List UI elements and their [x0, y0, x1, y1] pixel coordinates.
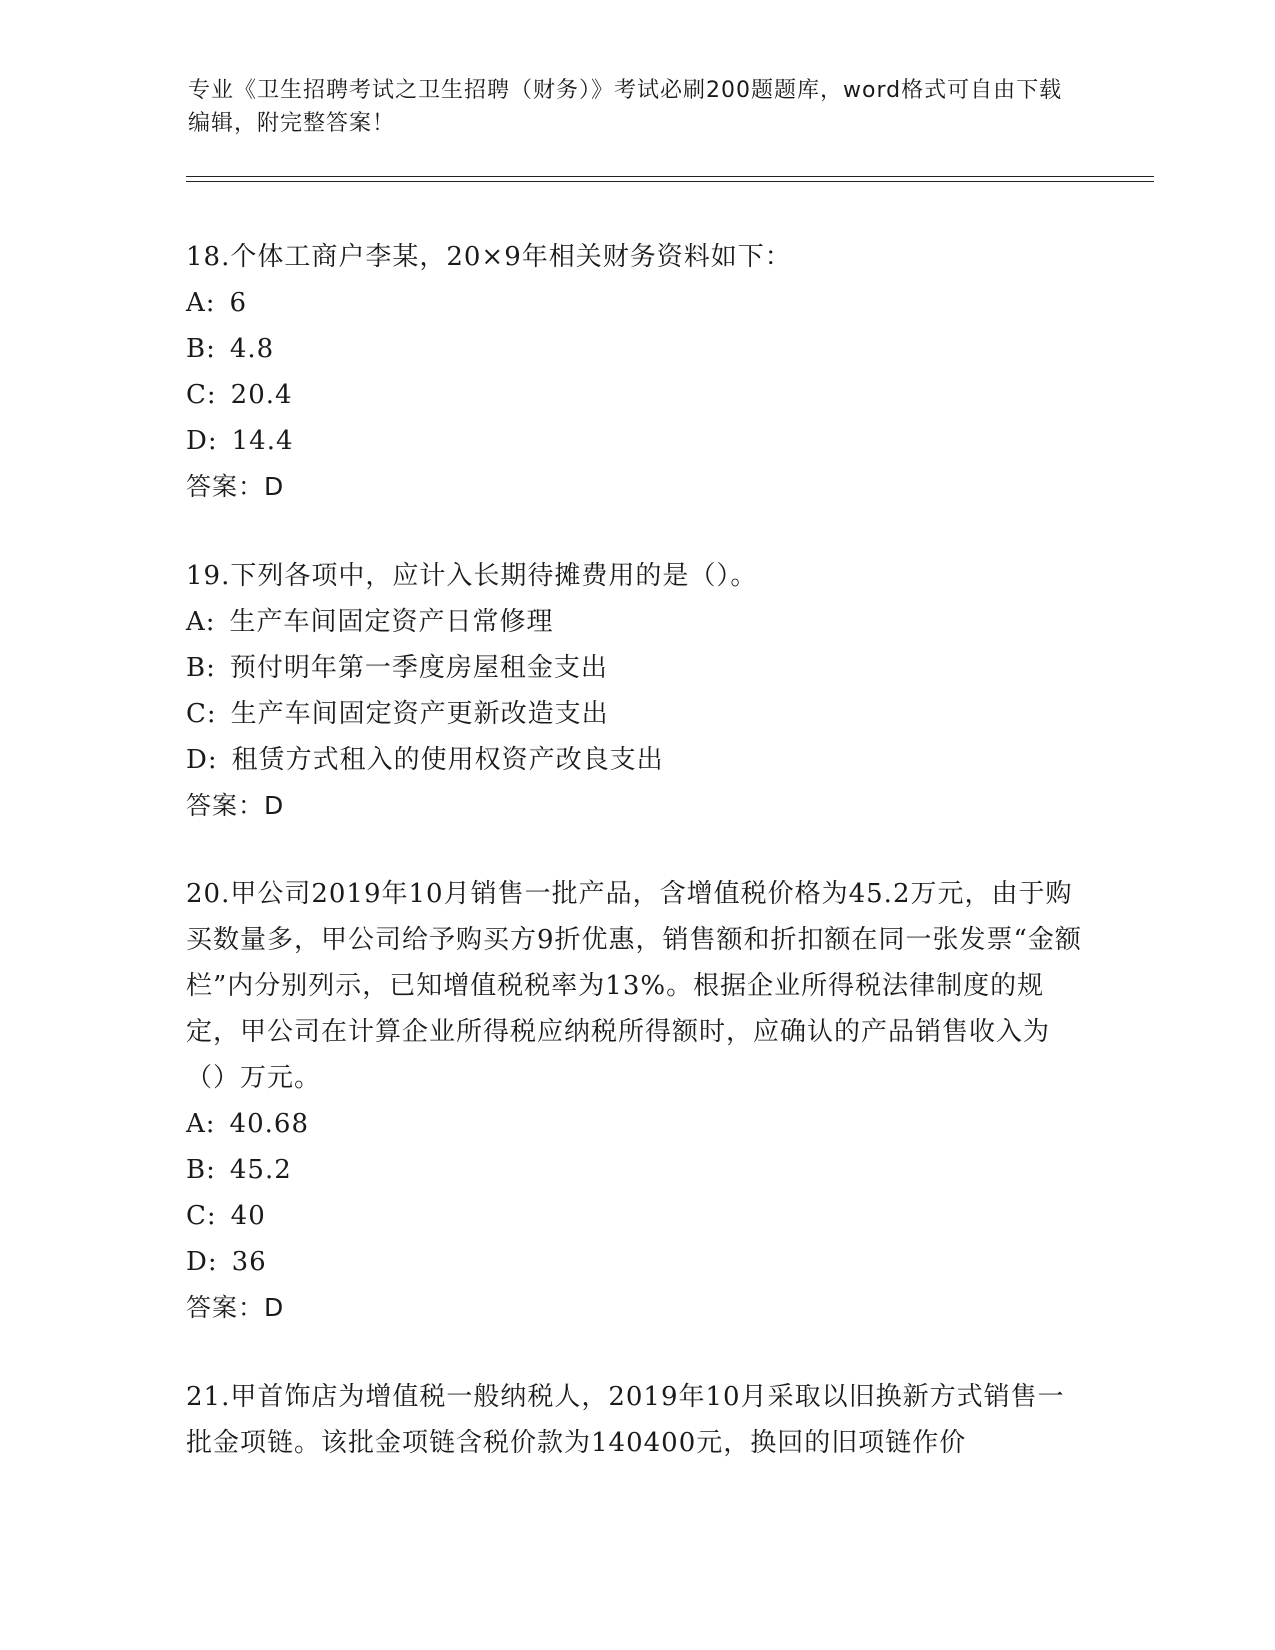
- option-label: A:: [186, 288, 216, 318]
- option-b: [186, 1147, 1086, 1193]
- option-a: [186, 280, 1086, 326]
- question-19: [186, 553, 1086, 829]
- header-divider-second: [186, 181, 1154, 182]
- option-text: 4.8: [229, 334, 275, 364]
- question-stem: 19.下列各项中，应计入长期待摊费用的是（）。: [186, 561, 758, 591]
- option-text: 预付明年第一季度房屋租金支出: [229, 653, 608, 683]
- option-text: 14.4: [231, 426, 294, 456]
- option-text: 40.68: [229, 1109, 309, 1139]
- option-c: [186, 1193, 1086, 1239]
- option-label: B:: [186, 334, 216, 364]
- option-text: 生产车间固定资产日常修理: [229, 607, 554, 637]
- option-c: [186, 372, 1086, 418]
- answer: 答案：D: [186, 791, 285, 820]
- option-text: 45.2: [229, 1155, 292, 1185]
- option-label: B:: [186, 1155, 216, 1185]
- option-text: 40: [230, 1201, 266, 1231]
- question-18: [186, 234, 1086, 510]
- question-stem: 20.甲公司2019年10月销售一批产品，含增值税价格为45.2万元，由于购买数量多，甲公司给予购买方9折优惠，销售额和折扣额在同一张发票“金额栏”内分别列示，已知增值税税率为13%。根据企业所得税法律制度的规定，甲公司在计算企业所得税应纳税所得额时，应确认的产品销售收入为（）万元。: [186, 879, 1082, 1093]
- option-d: [186, 737, 1086, 783]
- document-header: 专业《卫生招聘考试之卫生招聘（财务）》考试必刷200题题库，word格式可自由下载编辑，附完整答案！: [188, 78, 1063, 136]
- question-20: [186, 871, 1086, 1331]
- option-c: [186, 691, 1086, 737]
- option-b: [186, 645, 1086, 691]
- option-d: [186, 418, 1086, 464]
- option-label: D:: [186, 1247, 218, 1277]
- option-label: B:: [186, 653, 216, 683]
- option-label: A:: [186, 607, 216, 637]
- option-text: 20.4: [230, 380, 293, 410]
- option-label: C:: [186, 1201, 217, 1231]
- option-text: 租赁方式租入的使用权资产改良支出: [231, 745, 664, 775]
- option-text: 生产车间固定资产更新改造支出: [230, 699, 609, 729]
- header-divider: [186, 176, 1154, 177]
- option-a: [186, 599, 1086, 645]
- option-label: D:: [186, 426, 218, 456]
- option-a: [186, 1101, 1086, 1147]
- option-label: C:: [186, 380, 217, 410]
- question-stem: 21.甲首饰店为增值税一般纳税人，2019年10月采取以旧换新方式销售一批金项链。该批金项链含税价款为140400元，换回的旧项链作价: [186, 1382, 1065, 1458]
- question-21: [186, 1374, 1086, 1466]
- answer: 答案：D: [186, 1293, 285, 1322]
- option-text: 36: [231, 1247, 267, 1277]
- option-d: [186, 1239, 1086, 1285]
- option-b: [186, 326, 1086, 372]
- option-label: A:: [186, 1109, 216, 1139]
- option-text: 6: [229, 288, 248, 318]
- option-label: D:: [186, 745, 218, 775]
- option-label: C:: [186, 699, 217, 729]
- question-stem: 18.个体工商户李某，20×9年相关财务资料如下：: [186, 242, 792, 272]
- answer: 答案：D: [186, 472, 285, 501]
